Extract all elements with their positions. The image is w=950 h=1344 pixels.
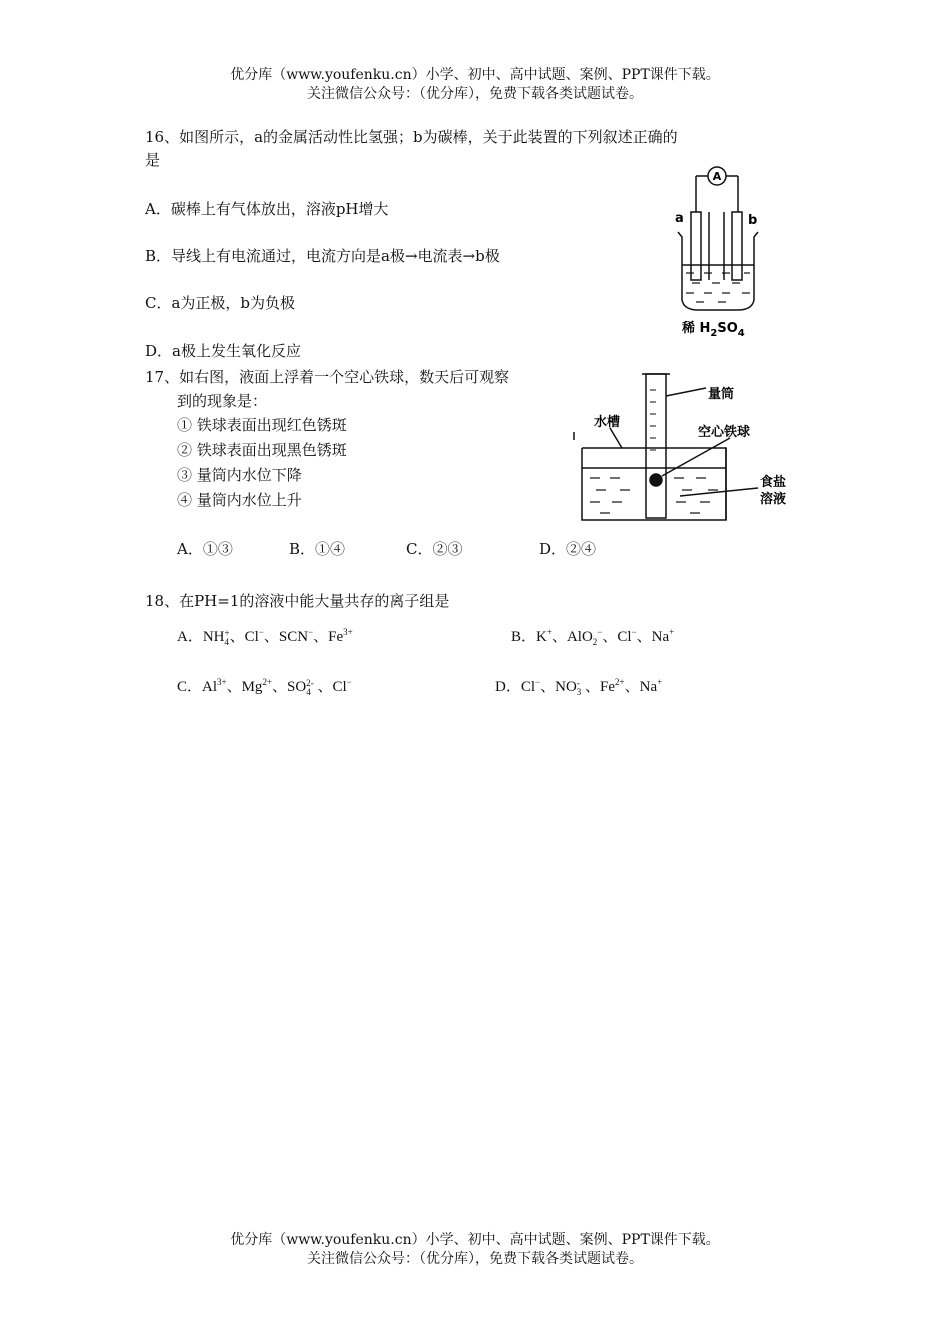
header-line-1: 优分库（www.youfenku.cn）小学、初中、高中试题、案例、PPT课件下载。 [230,67,720,83]
q17-item-3: ③ 量筒内水位下降 [177,466,302,484]
q17-item-1: ① 铁球表面出现红色锈斑 [177,416,347,434]
q17-item-4: ④ 量筒内水位上升 [177,491,302,509]
label-salt-1: 食盐 [760,475,787,490]
q17-stem-line-2: 到的现象是： [177,392,268,410]
q17-choice-d: D．②④ [539,540,597,558]
q16-cell-figure [668,160,768,345]
q18-option-d: D．Cl−、NO - 3 、$Fe^{2+}$、Na+ [495,677,663,697]
footer-line-2: 关注微信公众号：（优分库），免费下载各类试题试卷。 [307,1251,643,1267]
electrode-b-label: b [748,213,758,228]
q16-option-a: A．碳棒上有气体放出，溶液pH增大 [145,200,389,218]
q18-option-c: C．$Al^{3+}$、$Mg^{2+}$、SO 2- 4 、Cl− [177,677,352,697]
ammeter-icon: A [712,170,722,183]
footer-line-1: 优分库（www.youfenku.cn）小学、初中、高中试题、案例、PPT课件下载。 [230,1232,720,1248]
q16-option-c: C．a为正极，b为负极 [145,294,296,312]
q17-stem-line-1: 17、如右图，液面上浮着一个空心铁球，数天后可观察 [145,368,510,386]
header-line-2: 关注微信公众号：（优分库），免费下载各类试题试卷。 [307,86,643,102]
label-tank: 水槽 [594,415,621,430]
electrode-a-label: a [675,211,684,226]
q17-item-2: ② 铁球表面出现黑色锈斑 [177,441,347,459]
q16-option-b: B．导线上有电流通过，电流方向是a极→电流表→b极 [145,247,500,265]
label-salt-2: 溶液 [760,492,787,507]
q18-option-a: A．NH + 4 、Cl−、SCN−、$Fe^{3+}$ [177,627,353,647]
label-cylinder: 量筒 [708,387,735,402]
q16-stem-line-2: 是 [145,151,161,169]
q18-stem: 18、在PH=1的溶液中能大量共存的离子组是 [145,592,450,610]
q16-stem-line-1: 16、如图所示，a的金属活动性比氢强；b为碳棒，关于此装置的下列叙述正确的 [145,128,678,146]
q17-cylinder-figure [570,368,806,528]
q17-choice-c: C．②③ [406,540,463,558]
q18-option-b: B．K+、AlO$_2$−、Cl−、Na+ [511,627,675,647]
q16-option-d: D．a极上发生氧化反应 [145,342,301,360]
q17-choice-a: A．①③ [177,540,233,558]
solution-label: 稀 $H_2SO_4$ [682,321,745,339]
q17-choice-b: B．①④ [289,540,346,558]
label-iron-ball: 空心铁球 [698,425,751,440]
